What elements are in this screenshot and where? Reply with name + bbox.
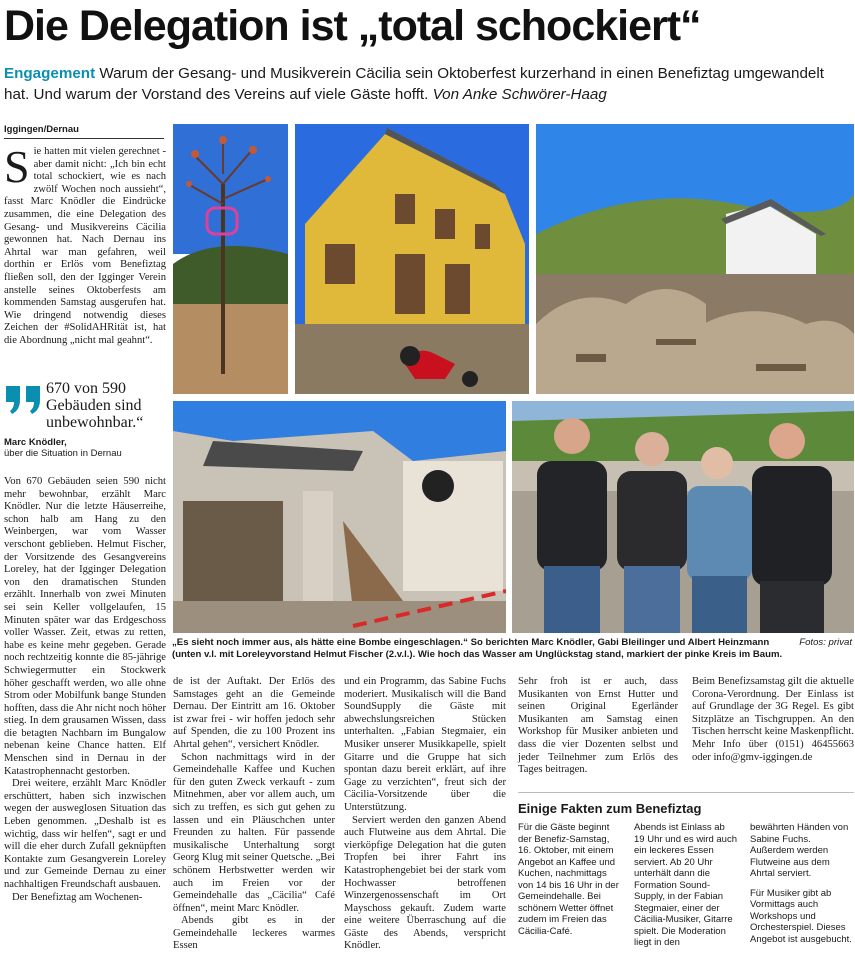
article-paragraph: Schon nachmittags wird in der Gemeindehalle Kaffee und Kuchen für den guten Zweck verkauft - zum Mitnehmen, aber vor allem auch, um sich zu treffen, es sich gut gehen zu lassen und ein Pläuschchen unter Freunden zu halten. Für passende musikalische Unterhaltung sorgt Georg Klug mit seiner Quetsche. „Bei schönem Herbstwetter werden wir auch im Freien vor der Gemeindehalle das „Cäcilia“ Café öffnen“, meint Marc Knödler. xyxy=(173,751,335,914)
facts-paragraph: Für Musiker gibt ab Vormittags auch Workshops und Orchesterspiel. Dieses Angebot ist ausgebucht. xyxy=(750,887,852,945)
dateline: Iggingen/Dernau xyxy=(4,124,164,139)
article-column-1-top xyxy=(4,141,166,348)
facts-box xyxy=(518,792,854,948)
photo-damaged-yellow-house xyxy=(295,124,529,394)
photo-caption xyxy=(172,637,852,661)
facts-paragraph: bewährten Händen von Sabine Fuchs. Außerdem werden Flutweine aus dem Ahrtal serviert. xyxy=(750,822,849,879)
photo-delegation-group xyxy=(512,401,854,633)
article-column-4 xyxy=(518,676,678,777)
quote-author-role: über die Situation in Dernau xyxy=(4,448,122,459)
article-paragraph: Der Benefiztag am Wochenen- xyxy=(12,891,143,903)
lead-kicker: Engagement xyxy=(4,65,96,82)
article-paragraph: de ist der Auftakt. Der Erlös des Samstages geht an die Gemeinde Dernau. Der Eintritt am 16. Oktober ist zwar frei - wir hoffen jedoch sehr auf Spenden, die zu 100 Prozent ins Ahrtal gehen“, versichert Knödler. xyxy=(173,676,335,750)
facts-title: Einige Fakten zum Benefiztag xyxy=(518,792,854,816)
article-paragraph: ie hatten mit vielen gerechnet - aber damit nicht: „Ich bin echt total schockiert, wie es nach zwölf Wochen noch aussieht“, fasst Marc Knödler die Eindrücke zusammen, die eine Delegation des Gesang- und Musikvereins Cäcilia gewonnen hat. Nach Dernau ins Ahrtal war man gefahren, weil dorthin er Erlös vom Benefiztag fließen soll, den der Igginger Verein anstelle seines Oktoberfests am kommenden Samstag ausgerufen hat. Wie dringend notwendig dieses Zeichen der #SolidAHRität ist, hat die Abordnung „nicht mal geahnt“. xyxy=(4,146,166,346)
headline: Die Delegation ist „total schockiert“ xyxy=(4,2,701,50)
lead-author: Von Anke Schwörer-Haag xyxy=(432,86,607,103)
article-column-3 xyxy=(344,676,506,953)
facts-column-3 xyxy=(750,822,854,953)
article-paragraph: Abends gibt es in der Gemeindehalle leckeres warmes Essen xyxy=(173,915,335,952)
article-paragraph: Beim Benefizsamstag gilt die aktuelle Corona-Verordnung. Der Einlass ist auf Grundlage der 3G Regel. Es gibt Sitzplätze an Tischgruppen. An den Tischen herrscht keine Maskenpflicht. Mehr Info über (0151) 46455663 oder info@gmv-iggingen.de xyxy=(692,676,855,763)
photo-rubble-field xyxy=(536,124,854,394)
photo-credit: Fotos: privat xyxy=(799,637,852,648)
facts-column-2 xyxy=(634,822,738,957)
quote-mark-icon xyxy=(4,380,44,420)
article-paragraph: Drei weitere, erzählt Marc Knödler erschüttert, haben sich inzwischen wegen der ausweglosen Situation das Leben genommen. „Deshalb ist es wichtig, dass wir helfen“, sagt er und will die eher durch Zufall geknüpften Kontakte zum Gesangverein Loreley und zur Gemeinde Dernau zu einer nachhaltigen Freundschaft ausbauen. xyxy=(4,778,166,890)
article-paragraph: Serviert werden den ganzen Abend auch Flutweine aus dem Ahrtal. Die vierköpfige Delegation hat die guten Tropfen bei ihrer Fahrt ins Katastrophengebiet bei der stark vom Hochwasser betroffenen Winzergenossenschaft im Ort Mayschoss gekauft. Zudem warte eine weitere Überraschung auf die Gäste des Abends, verspricht Knödler. xyxy=(344,814,506,952)
facts-paragraph: Für die Gäste beginnt der Benefiz-Samstag, 16. Oktober, mit einem Angebot an Kaffee und Kuchen, nachmittags von 14 bis 16 Uhr in der Gemeindehalle. Bei schönem Wetter öffnet zudem im Freien das Cäcilia-Café. xyxy=(518,822,619,937)
lead-text: Warum der Gesang- und Musikverein Cäcilia sein Oktoberfest kurzerhand in einen Benefiztag umgewandelt hat. Und warum der Vorstand des Vereins auf viele Gäste hofft. xyxy=(4,65,824,103)
caption-text: „Es sieht noch immer aus, als hätte eine Bombe eingeschlagen.“ So berichten Marc Knödler, Gabi Bleilinger und Albert Heinzmann (unten v.l. mit Loreleyvorstand Helmut Fischer (2.v.l.). Wie hoch das Wasser am Unglückstag stand, markiert der pinke Kreis im Baum. xyxy=(172,637,783,660)
article-column-2 xyxy=(173,676,335,953)
quote-text: 670 von 590 Gebäuden sind unbewohnbar.“ xyxy=(46,380,144,431)
article-column-1-bottom xyxy=(4,476,166,904)
article-paragraph: Von 670 Gebäuden seien 590 nicht mehr bewohnbar, erzählt Marc Knödler. Nur die letzte Häuserreihe, schon halb am Hang zu den Weinbergen, war vom Wasser verschont geblieben. Helmut Fischer, der Vorsitzende des Gesangvereins Loreley, hat der Igginger Delegation von den dramatischen Stunden erzählt. Innerhalb von zwei Minuten sei sein Keller vollgelaufen, 15 Minuten später war das Erdgeschoss voller Wasser. Zeit, etwas zu retten, habe es keine mehr gegeben. Gerade noch rechtzeitig konnte die 85-jährige Schwiegermutter ein Stockwerk höher geschafft werden, wo alle ohne Strom oder Mobilfunk bange Stunden hofften, dass die Ahr nicht noch höher stieg. In dem grausamen Wissen, dass die betagten Nachbarn im Bungalow nebenan keine Chance hatten. Elf Menschen sind in Dernau in der Katastrophennacht gestorben. xyxy=(4,476,166,777)
photo-destroyed-house xyxy=(173,401,506,633)
facts-column-1 xyxy=(518,822,622,945)
article-column-5 xyxy=(692,676,854,764)
quote-author: Marc Knödler, xyxy=(4,437,67,448)
facts-paragraph: Abends ist Einlass ab 19 Uhr und es wird auch ein leckeres Essen serviert. Ab 20 Uhr unterhält dann die Formation Sound-Supply, in der Fabian Stegmaier, einer der Cäcilia-Musiker, Gitarre spielt. Die Moderation liegt in den xyxy=(634,822,737,948)
lead-paragraph xyxy=(4,63,852,105)
drop-cap: S xyxy=(4,141,30,192)
article-paragraph: und ein Programm, das Sabine Fuchs moderiert. Musikalisch will die Band SoundSupply die Gäste mit abwechslungsreichen Stücken unterhalten. „Fabian Stegmaier, ein Musiker unserer Musikkapelle, spielt Gitarre und die Gruppe hat sich spontan dazu bereit erklärt, auf ihre Gage zu verzichten“, freut sich der Cäcilia-Vorsitzende über die Unterstützung. xyxy=(344,676,506,813)
article-paragraph: Sehr froh ist er auch, dass Musikanten von Ernst Hutter und seinen Original Egerländer Musikanten am Samstag einen Workshop für Musiker anbieten und dass die vier Dozenten selbst und jeder Teilnehmer zum Erlös des Tages beitragen. xyxy=(518,676,678,776)
photo-tree-water-mark xyxy=(173,124,288,394)
pull-quote xyxy=(4,380,169,459)
